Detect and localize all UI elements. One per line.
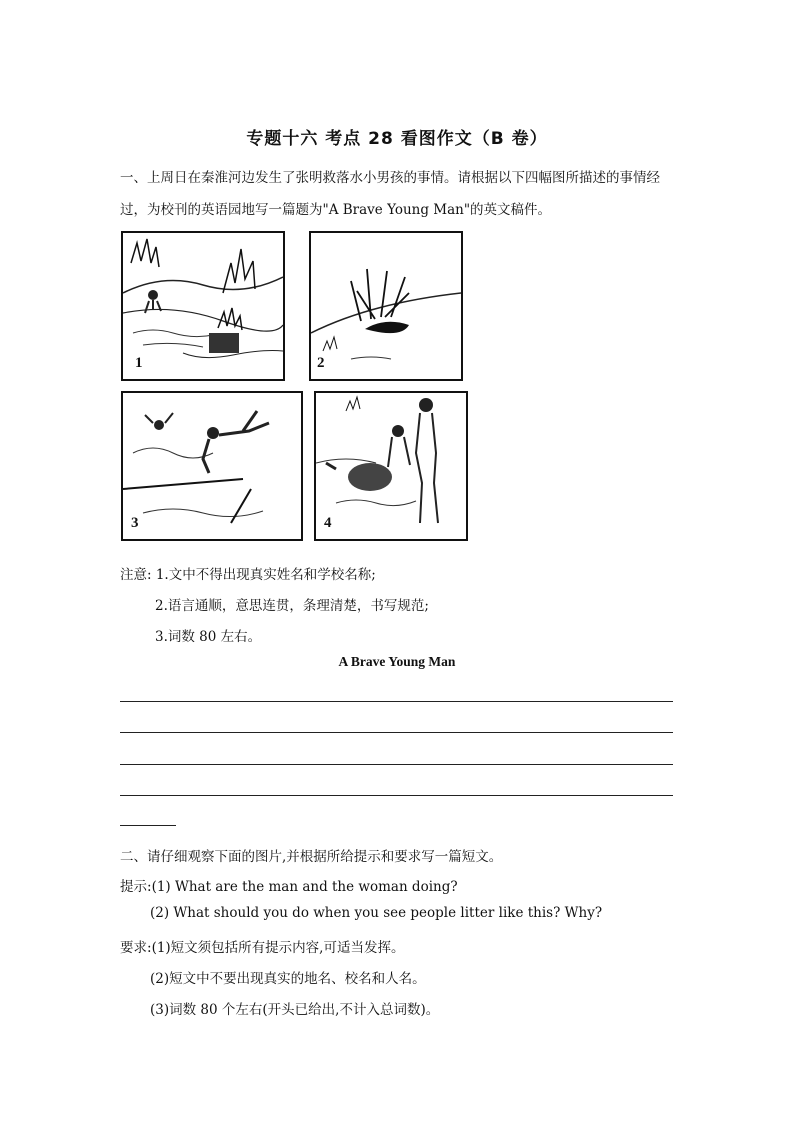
picture-3-jumping-in	[121, 391, 303, 541]
writing-line-2[interactable]	[120, 732, 673, 733]
picture-2-reeds	[309, 231, 463, 381]
requirement-1-line	[120, 936, 404, 956]
picture-1-number: 1	[135, 355, 143, 371]
requirement-2: (2)短文中不要出现真实的地名、校名和人名。	[150, 971, 426, 987]
note-2: 2.语言通顺，意思连贯，条理清楚，书写规范;	[155, 598, 429, 614]
page-title: 专题十六 考点 28 看图作文（B 卷）	[246, 129, 548, 149]
hint-1-line	[120, 875, 458, 895]
requirement-3: (3)词数 80 个左右(开头已给出,不计入总词数)。	[150, 1002, 440, 1018]
writing-line-3[interactable]	[120, 764, 673, 765]
part2-intro: 二、请仔细观察下面的图片,并根据所给提示和要求写一篇短文。	[120, 849, 503, 865]
picture-4-rescue-crowd	[314, 391, 468, 541]
picture-2-number: 2	[317, 355, 325, 371]
writing-line-1[interactable]	[120, 701, 673, 702]
note-1: 1.文中不得出现真实姓名和学校名称;	[155, 567, 376, 583]
essay-title: A Brave Young Man	[338, 654, 456, 669]
requirements-label: 要求:	[120, 940, 152, 956]
note-3: 3.词数 80 左右。	[155, 629, 262, 645]
note-label: 注意:	[120, 567, 156, 583]
writing-line-4[interactable]	[120, 795, 673, 796]
picture-3-number: 3	[131, 515, 139, 531]
writing-line-5[interactable]	[120, 825, 176, 826]
part1-intro-line2: 过，为校刊的英语园地写一篇题为"A Brave Young Man"的英文稿件。	[120, 202, 552, 218]
requirement-1: (1)短文须包括所有提示内容,可适当发挥。	[151, 940, 405, 956]
picture-4-number: 4	[324, 515, 332, 531]
part1-intro-line1: 一、上周日在秦淮河边发生了张明救落水小男孩的事情。请根据以下四幅图所描述的事情经	[120, 170, 660, 186]
hint-1: (1) What are the man and the woman doing?	[151, 879, 458, 895]
picture-1-river-bank	[121, 231, 285, 381]
hints-label: 提示:	[120, 879, 152, 895]
note-1-line	[120, 563, 376, 583]
hint-2: (2) What should you do when you see people litter like this? Why?	[150, 905, 603, 921]
